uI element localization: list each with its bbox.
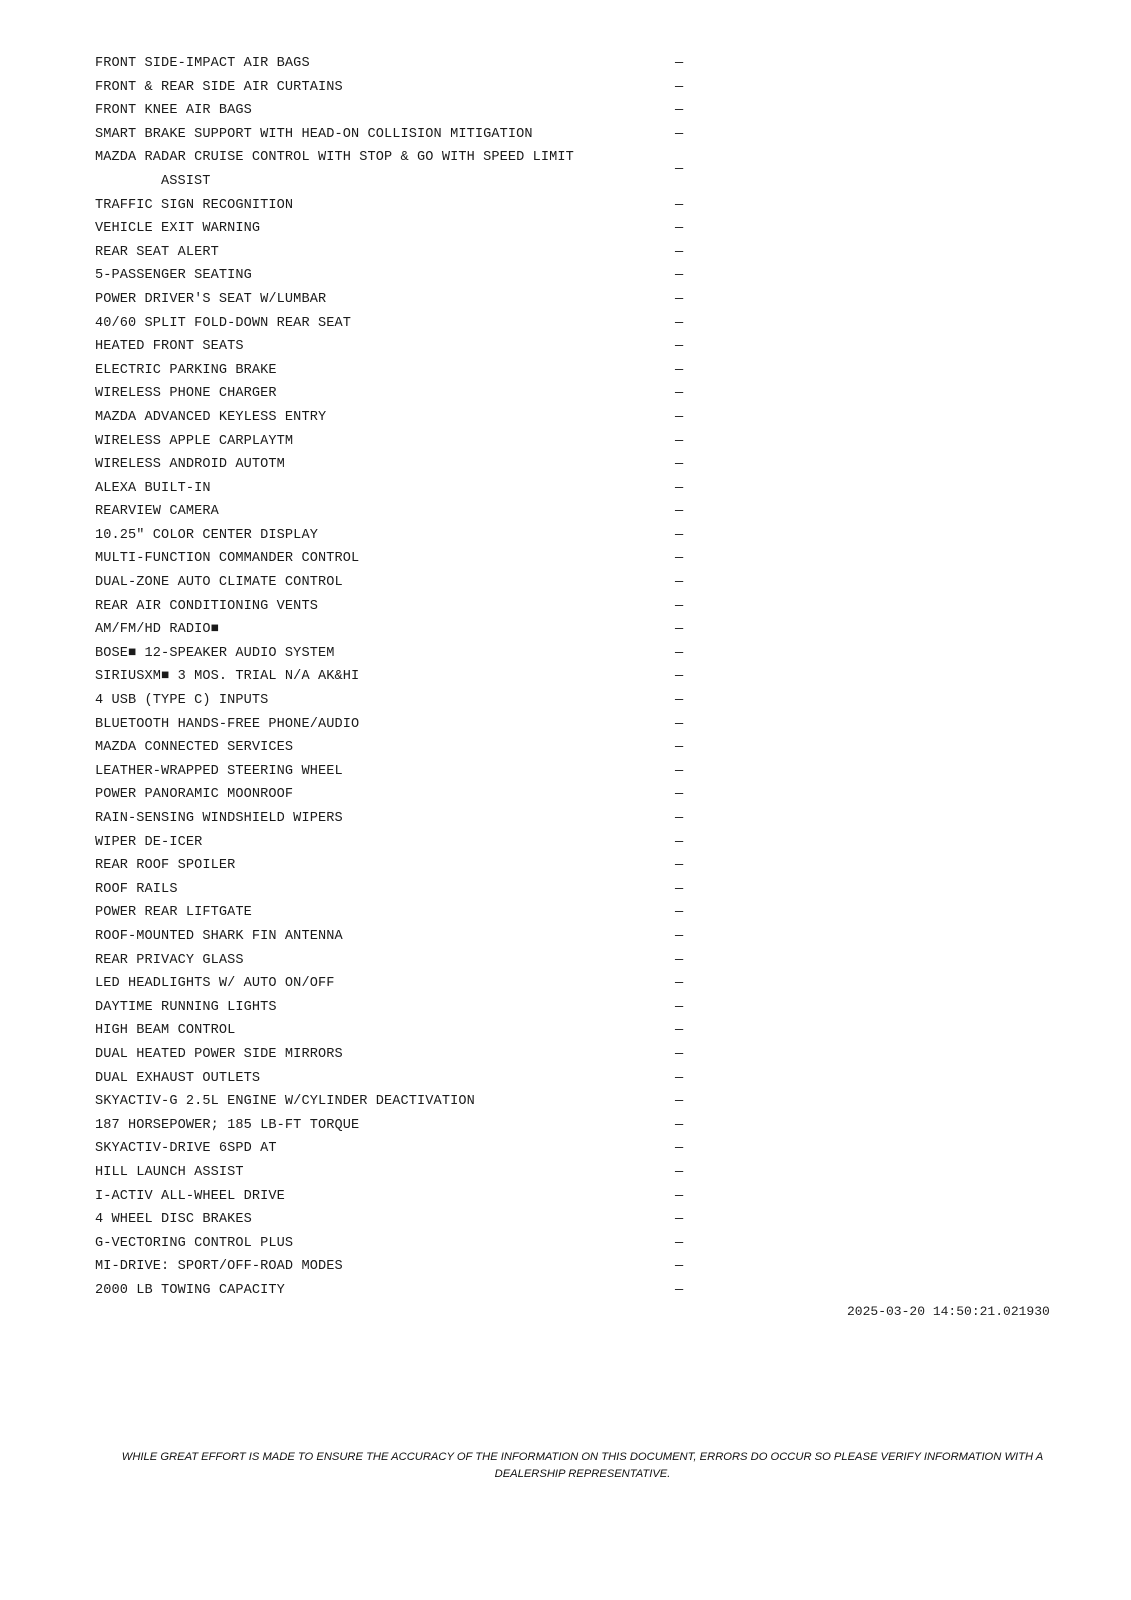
feature-list <box>95 52 695 1302</box>
feature-row <box>95 52 695 76</box>
feature-label-text: G-VECTORING CONTROL PLUS <box>95 1235 294 1251</box>
feature-label <box>95 194 675 218</box>
feature-label <box>95 1255 675 1279</box>
feature-value: — <box>675 504 684 520</box>
feature-value: — <box>675 291 684 307</box>
feature-row <box>95 1043 695 1067</box>
feature-value: — <box>675 669 684 685</box>
feature-row <box>95 406 695 430</box>
feature-row <box>95 288 695 312</box>
feature-row <box>95 783 695 807</box>
feature-label <box>95 642 675 666</box>
feature-row <box>95 713 695 737</box>
feature-row <box>95 1090 695 1114</box>
feature-row <box>95 477 695 501</box>
feature-label-text: VEHICLE EXIT WARNING <box>95 221 261 237</box>
feature-label <box>95 335 675 359</box>
feature-label <box>95 595 675 619</box>
feature-label-text: MAZDA RADAR CRUISE CONTROL WITH STOP & GO WITH SPEED LIMIT <box>95 150 574 166</box>
feature-label <box>95 217 675 241</box>
feature-value: — <box>675 693 684 709</box>
feature-value: — <box>675 103 684 119</box>
feature-label-text: WIRELESS APPLE CARPLAYTM <box>95 433 294 449</box>
feature-value: — <box>675 622 684 638</box>
feature-row <box>95 854 695 878</box>
feature-label-text: WIPER DE-ICER <box>95 834 203 850</box>
feature-label <box>95 430 675 454</box>
feature-label-text: ROOF RAILS <box>95 881 178 897</box>
feature-label <box>95 99 675 123</box>
feature-value: — <box>675 339 684 355</box>
feature-label <box>95 406 675 430</box>
feature-value: — <box>675 433 684 449</box>
feature-row <box>95 264 695 288</box>
feature-row <box>95 123 695 147</box>
feature-label-text: BLUETOOTH HANDS-FREE PHONE/AUDIO <box>95 716 360 732</box>
timestamp: 2025-03-20 14:50:21.021930 <box>847 1304 1050 1319</box>
feature-value: — <box>675 1023 684 1039</box>
feature-label-text: WIRELESS PHONE CHARGER <box>95 386 277 402</box>
feature-row <box>95 335 695 359</box>
feature-label-text: REAR AIR CONDITIONING VENTS <box>95 598 318 614</box>
feature-label-text: LEATHER-WRAPPED STEERING WHEEL <box>95 763 343 779</box>
feature-label <box>95 123 675 147</box>
feature-label-text: POWER DRIVER'S SEAT W/LUMBAR <box>95 291 327 307</box>
feature-label <box>95 831 675 855</box>
feature-value: — <box>675 716 684 732</box>
feature-label <box>95 146 675 193</box>
feature-label-text: REAR PRIVACY GLASS <box>95 952 244 968</box>
feature-row <box>95 1255 695 1279</box>
feature-label-text: REAR ROOF SPOILER <box>95 858 236 874</box>
feature-value: — <box>675 244 684 260</box>
feature-label-text: FRONT SIDE-IMPACT AIR BAGS <box>95 56 310 71</box>
feature-value: — <box>675 56 684 71</box>
feature-label <box>95 76 675 100</box>
feature-value: — <box>675 952 684 968</box>
feature-label <box>95 382 675 406</box>
feature-value: — <box>675 928 684 944</box>
feature-label-text: DUAL HEATED POWER SIDE MIRRORS <box>95 1046 343 1062</box>
feature-label-text: 10.25" COLOR CENTER DISPLAY <box>95 527 318 543</box>
feature-row <box>95 76 695 100</box>
feature-row <box>95 736 695 760</box>
feature-value: — <box>675 999 684 1015</box>
feature-row <box>95 1208 695 1232</box>
feature-label <box>95 618 675 642</box>
feature-value: — <box>675 1070 684 1086</box>
feature-label <box>95 241 675 265</box>
feature-label-text: REAR SEAT ALERT <box>95 244 219 260</box>
feature-row <box>95 949 695 973</box>
feature-label-text: SKYACTIV-DRIVE 6SPD AT <box>95 1141 277 1157</box>
feature-row <box>95 1137 695 1161</box>
feature-value: — <box>675 811 684 826</box>
feature-label <box>95 524 675 548</box>
feature-row <box>95 547 695 571</box>
feature-value: — <box>675 575 684 591</box>
feature-label <box>95 854 675 878</box>
feature-label <box>95 453 675 477</box>
feature-value: — <box>675 362 684 378</box>
feature-row <box>95 831 695 855</box>
feature-label-text: HEATED FRONT SEATS <box>95 339 244 355</box>
feature-label-text: RAIN-SENSING WINDSHIELD WIPERS <box>95 811 343 826</box>
feature-row <box>95 146 695 193</box>
feature-value: — <box>675 1164 684 1180</box>
feature-label <box>95 264 675 288</box>
feature-value: — <box>675 905 684 921</box>
feature-value: — <box>675 126 684 142</box>
feature-row <box>95 453 695 477</box>
feature-label <box>95 783 675 807</box>
feature-value: — <box>675 787 684 803</box>
feature-value: — <box>675 162 684 178</box>
disclaimer: WHILE GREAT EFFORT IS MADE TO ENSURE THE ACCURACY OF THE INFORMATION ON THIS DOCUMENT, ERRORS DO OCCUR SO PLEASE VERIFY INFORMATION WITH A DEALERSHIP REPRESENTATIVE. <box>121 1451 1044 1480</box>
feature-value: — <box>675 740 684 756</box>
feature-label-text: 4 WHEEL DISC BRAKES <box>95 1212 252 1228</box>
feature-label-text: DAYTIME RUNNING LIGHTS <box>95 999 277 1015</box>
feature-label <box>95 972 675 996</box>
feature-row <box>95 1185 695 1209</box>
feature-value: — <box>675 480 684 496</box>
feature-label <box>95 571 675 595</box>
feature-value: — <box>675 1259 684 1275</box>
feature-value: — <box>675 386 684 402</box>
feature-row <box>95 1161 695 1185</box>
feature-value: — <box>675 551 684 567</box>
feature-value: — <box>675 79 684 95</box>
feature-label-text: 5-PASSENGER SEATING <box>95 268 252 284</box>
feature-value: — <box>675 858 684 874</box>
feature-label <box>95 689 675 713</box>
feature-label-text: REARVIEW CAMERA <box>95 504 219 520</box>
feature-row <box>95 807 695 831</box>
feature-row <box>95 689 695 713</box>
feature-label-text: 4 USB (TYPE C) INPUTS <box>95 693 269 709</box>
feature-row <box>95 665 695 689</box>
feature-label <box>95 1137 675 1161</box>
feature-label <box>95 1185 675 1209</box>
feature-label-continuation: ASSIST <box>161 173 211 189</box>
feature-value: — <box>675 457 684 473</box>
feature-label <box>95 1208 675 1232</box>
feature-label <box>95 1067 675 1091</box>
feature-label-text: ALEXA BUILT-IN <box>95 480 211 496</box>
feature-row <box>95 312 695 336</box>
feature-row <box>95 359 695 383</box>
feature-label <box>95 500 675 524</box>
feature-row <box>95 996 695 1020</box>
feature-value: — <box>675 221 684 237</box>
feature-value: — <box>675 1094 684 1110</box>
feature-label-text: POWER REAR LIFTGATE <box>95 905 252 921</box>
feature-label <box>95 1114 675 1138</box>
feature-label <box>95 665 675 689</box>
feature-label <box>95 1019 675 1043</box>
feature-label-text: I-ACTIV ALL-WHEEL DRIVE <box>95 1188 285 1204</box>
feature-value: — <box>675 1117 684 1133</box>
feature-row <box>95 972 695 996</box>
feature-label <box>95 288 675 312</box>
feature-value: — <box>675 834 684 850</box>
feature-label <box>95 901 675 925</box>
feature-value: — <box>675 976 684 992</box>
feature-label-text: FRONT KNEE AIR BAGS <box>95 103 252 119</box>
feature-row <box>95 217 695 241</box>
feature-value: — <box>675 268 684 284</box>
feature-label <box>95 1232 675 1256</box>
feature-value: — <box>675 1141 684 1157</box>
feature-label-text: 187 HORSEPOWER; 185 LB-FT TORQUE <box>95 1117 360 1133</box>
feature-label-text: DUAL EXHAUST OUTLETS <box>95 1070 261 1086</box>
feature-value: — <box>675 1212 684 1228</box>
feature-label-text: MAZDA CONNECTED SERVICES <box>95 740 294 756</box>
feature-label-text: FRONT & REAR SIDE AIR CURTAINS <box>95 79 343 95</box>
feature-row <box>95 1279 695 1303</box>
feature-row <box>95 1067 695 1091</box>
feature-value: — <box>675 881 684 897</box>
feature-label <box>95 925 675 949</box>
feature-label-text: SKYACTIV-G 2.5L ENGINE W/CYLINDER DEACTIVATION <box>95 1094 475 1110</box>
feature-row <box>95 524 695 548</box>
feature-value: — <box>675 315 684 331</box>
feature-row <box>95 1232 695 1256</box>
feature-label <box>95 736 675 760</box>
feature-label-text: HILL LAUNCH ASSIST <box>95 1164 244 1180</box>
feature-label <box>95 878 675 902</box>
feature-row <box>95 194 695 218</box>
feature-value: — <box>675 1188 684 1204</box>
feature-value: — <box>675 645 684 661</box>
feature-label-text: BOSE■ 12-SPEAKER AUDIO SYSTEM <box>95 645 335 661</box>
feature-label-text: ROOF-MOUNTED SHARK FIN ANTENNA <box>95 928 343 944</box>
feature-row <box>95 878 695 902</box>
feature-label-text: AM/FM/HD RADIO■ <box>95 622 219 638</box>
feature-value: — <box>675 1235 684 1251</box>
feature-label <box>95 359 675 383</box>
feature-row <box>95 1019 695 1043</box>
feature-row <box>95 571 695 595</box>
feature-label <box>95 1161 675 1185</box>
feature-value: — <box>675 1046 684 1062</box>
feature-value: — <box>675 598 684 614</box>
feature-label-text: SMART BRAKE SUPPORT WITH HEAD-ON COLLISION MITIGATION <box>95 126 533 142</box>
feature-value: — <box>675 527 684 543</box>
feature-label <box>95 1279 675 1303</box>
feature-label-text: TRAFFIC SIGN RECOGNITION <box>95 197 294 213</box>
feature-row <box>95 1114 695 1138</box>
feature-label-text: DUAL-ZONE AUTO CLIMATE CONTROL <box>95 575 343 591</box>
feature-label-text: POWER PANORAMIC MOONROOF <box>95 787 294 803</box>
feature-row <box>95 760 695 784</box>
feature-label-text: WIRELESS ANDROID AUTOTM <box>95 457 285 473</box>
feature-label-text: MULTI-FUNCTION COMMANDER CONTROL <box>95 551 360 567</box>
feature-row <box>95 595 695 619</box>
feature-row <box>95 99 695 123</box>
feature-value: — <box>675 1282 684 1298</box>
feature-label-text: SIRIUSXM■ 3 MOS. TRIAL N/A AK&HI <box>95 669 360 685</box>
feature-label <box>95 1043 675 1067</box>
feature-label-text: 2000 LB TOWING CAPACITY <box>95 1282 285 1298</box>
feature-label <box>95 996 675 1020</box>
feature-label-text: MI-DRIVE: SPORT/OFF-ROAD MODES <box>95 1259 343 1275</box>
feature-label-text: ELECTRIC PARKING BRAKE <box>95 362 277 378</box>
feature-label <box>95 1090 675 1114</box>
feature-row <box>95 382 695 406</box>
feature-row <box>95 618 695 642</box>
feature-label-text: MAZDA ADVANCED KEYLESS ENTRY <box>95 409 327 425</box>
feature-label-text: HIGH BEAM CONTROL <box>95 1023 236 1039</box>
feature-label <box>95 477 675 501</box>
feature-label <box>95 760 675 784</box>
feature-row <box>95 925 695 949</box>
feature-label <box>95 52 675 76</box>
feature-row <box>95 642 695 666</box>
feature-label <box>95 547 675 571</box>
feature-label <box>95 713 675 737</box>
feature-row <box>95 241 695 265</box>
feature-label <box>95 312 675 336</box>
feature-row <box>95 500 695 524</box>
feature-label-text: LED HEADLIGHTS W/ AUTO ON/OFF <box>95 976 335 992</box>
feature-value: — <box>675 763 684 779</box>
feature-row <box>95 430 695 454</box>
feature-row <box>95 901 695 925</box>
feature-value: — <box>675 197 684 213</box>
feature-label <box>95 949 675 973</box>
feature-value: — <box>675 409 684 425</box>
feature-label-text: 40/60 SPLIT FOLD-DOWN REAR SEAT <box>95 315 351 331</box>
feature-label <box>95 807 675 831</box>
